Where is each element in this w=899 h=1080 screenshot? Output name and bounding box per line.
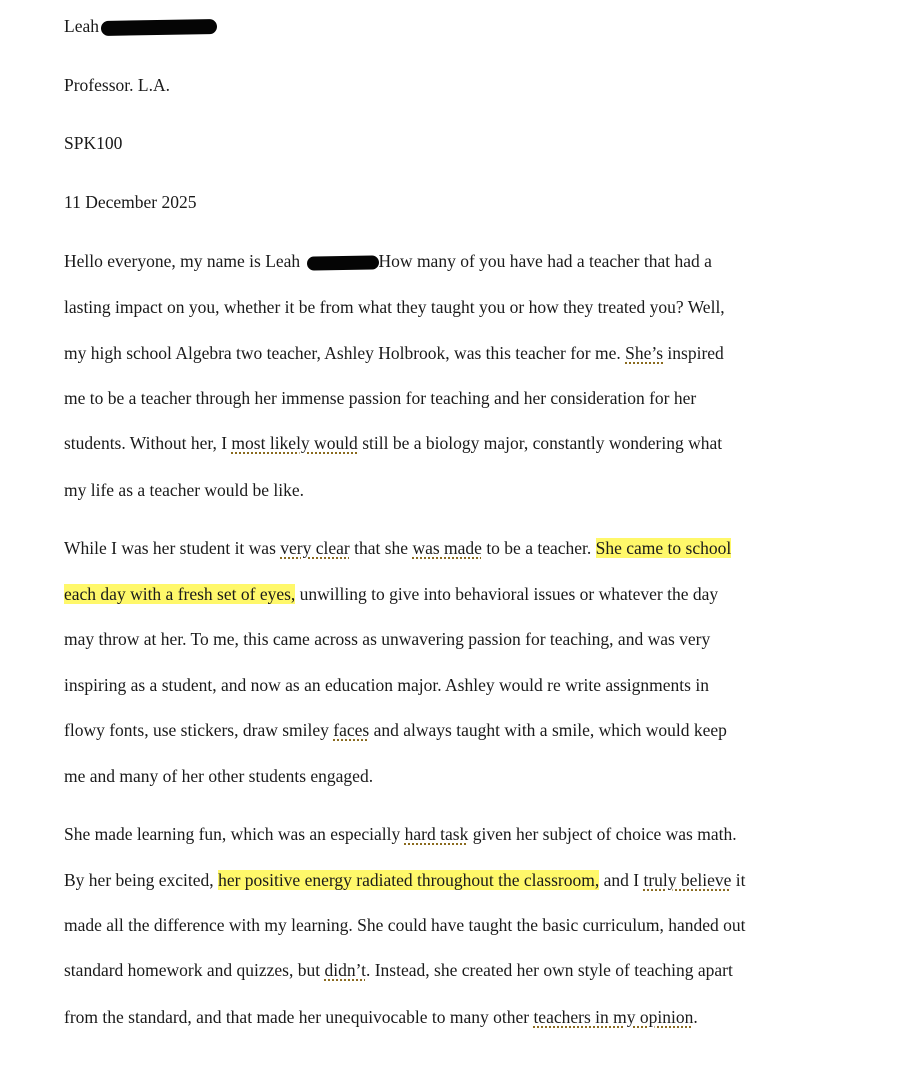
text-run: How many of you have had a teacher that had a xyxy=(378,251,712,271)
text-run: given her subject of choice was math. xyxy=(468,824,737,844)
redaction-mark xyxy=(306,255,378,270)
paragraph3-line xyxy=(64,958,733,982)
paragraph1-line xyxy=(64,249,712,273)
author-name-line xyxy=(64,14,217,38)
text-run: standard homework and quizzes, but xyxy=(64,960,325,980)
text-run: from the standard, and that made her unequivocable to many other xyxy=(64,1007,534,1027)
date-line: 11 December 2025 xyxy=(64,192,197,212)
paragraph3-line xyxy=(64,1005,698,1029)
text-run: and always taught with a smile, which would keep xyxy=(369,720,727,740)
course-line: SPK100 xyxy=(64,133,123,153)
text-run: students. Without her, I xyxy=(64,433,232,453)
paragraph2-line: inspiring as a student, and now as an education major. Ashley would re write assignments in xyxy=(64,675,709,695)
text-run: By her being excited, xyxy=(64,870,219,890)
redaction-mark xyxy=(101,19,217,36)
paragraph1-line: me to be a teacher through her immense passion for teaching and her consideration for her xyxy=(64,388,697,408)
paragraph2-line xyxy=(64,582,718,606)
paragraph2-line: me and many of her other students engaged. xyxy=(64,766,374,786)
highlighted-text: her positive energy radiated throughout the classroom, xyxy=(218,870,600,890)
grammar-flag[interactable]: faces xyxy=(333,720,370,740)
author-name: Leah xyxy=(64,16,99,36)
text-run: my high school Algebra two teacher, Ashley Holbrook, was this teacher for me. xyxy=(64,343,626,363)
grammar-flag[interactable]: hard task xyxy=(404,824,469,844)
grammar-flag[interactable]: most likely would xyxy=(231,433,358,453)
paragraph1-line: lasting impact on you, whether it be from what they taught you or how they treated you? Well, xyxy=(64,297,725,317)
text-run: flowy fonts, use stickers, draw smiley xyxy=(64,720,334,740)
text-run: She made learning fun, which was an especially xyxy=(64,824,405,844)
text-run: While I was her student it was xyxy=(64,538,281,558)
paragraph2-line xyxy=(64,718,727,742)
paragraph3-line xyxy=(64,868,746,892)
text-run: and I xyxy=(599,870,644,890)
grammar-flag[interactable]: didn’t xyxy=(324,960,366,980)
grammar-flag[interactable]: teachers in my opinion xyxy=(533,1007,694,1027)
text-run: still be a biology major, constantly wondering what xyxy=(357,433,723,453)
paragraph1-line xyxy=(64,341,724,365)
text-run: it xyxy=(731,870,746,890)
professor-line: Professor. L.A. xyxy=(64,75,170,95)
text-run: Hello everyone, my name is Leah xyxy=(64,251,301,271)
paragraph2-line xyxy=(64,536,731,560)
paragraph1-line: my life as a teacher would be like. xyxy=(64,480,305,500)
grammar-flag[interactable]: very clear xyxy=(280,538,350,558)
text-run: . xyxy=(693,1007,698,1027)
grammar-flag[interactable]: truly believe xyxy=(643,870,732,890)
paragraph3-line: made all the difference with my learning. She could have taught the basic curriculum, handed out xyxy=(64,915,746,935)
text-run: unwilling to give into behavioral issues or whatever the day xyxy=(295,584,719,604)
highlighted-text: She came to school xyxy=(595,538,732,558)
text-run: . Instead, she created her own style of teaching apart xyxy=(365,960,733,980)
grammar-flag[interactable]: was made xyxy=(412,538,482,558)
text-run: that she xyxy=(349,538,413,558)
highlighted-text: each day with a fresh set of eyes, xyxy=(64,584,296,604)
paragraph3-line xyxy=(64,822,737,846)
paragraph2-line: may throw at her. To me, this came across as unwavering passion for teaching, and was very xyxy=(64,629,711,649)
text-run: to be a teacher. xyxy=(481,538,596,558)
paragraph1-line xyxy=(64,431,722,455)
grammar-flag[interactable]: She’s xyxy=(625,343,664,363)
text-run: inspired xyxy=(663,343,724,363)
